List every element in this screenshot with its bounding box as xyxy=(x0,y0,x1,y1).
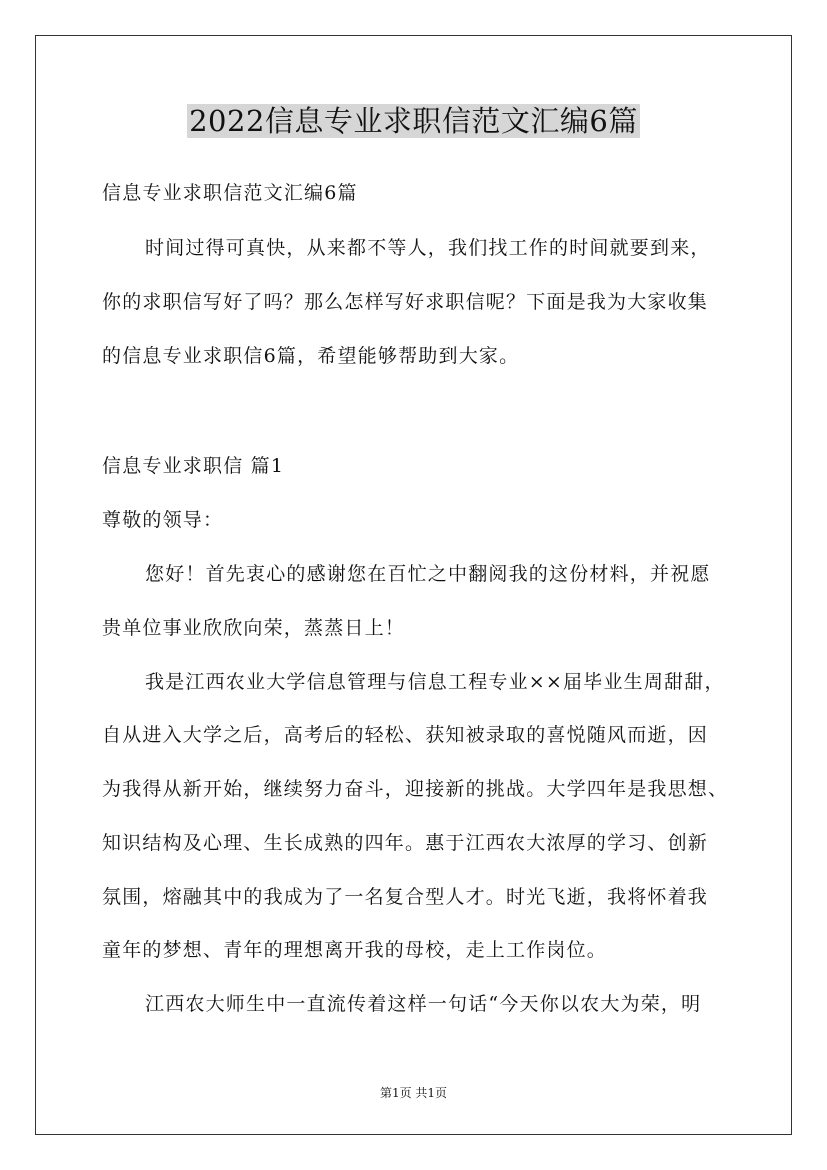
subtitle: 信息专业求职信范文汇编6篇 xyxy=(102,182,358,204)
salutation: 尊敬的领导： xyxy=(102,509,224,531)
paragraph-line: 您好！首先衷心的感谢您在百忙之中翻阅我的这份材料，并祝愿 xyxy=(145,563,711,585)
intro-line: 的信息专业求职信6篇，希望能够帮助到大家。 xyxy=(102,345,520,367)
paragraph-line: 自从进入大学之后，高考后的轻松、获知被录取的喜悦随风而逝，因 xyxy=(102,724,709,746)
section-heading: 信息专业求职信 篇1 xyxy=(102,455,285,477)
paragraph-line: 知识结构及心理、生长成熟的四年。惠于江西农大浓厚的学习、创新 xyxy=(102,832,709,854)
title-text: 2022信息专业求职信范文汇编6篇 xyxy=(189,104,638,138)
paragraph-line: 为我得从新开始，继续努力奋斗，迎接新的挑战。大学四年是我思想、 xyxy=(102,778,729,800)
paragraph-line: 贵单位事业欣欣向荣，蒸蒸日上！ xyxy=(102,617,406,639)
paragraph-line: 江西农大师生中一直流传着这样一句话“今天你以农大为荣，明 xyxy=(145,993,702,1015)
intro-line: 你的求职信写好了吗？那么怎样写好求职信呢？下面是我为大家收集 xyxy=(102,291,709,313)
page-footer: 第1页 共1页 xyxy=(379,1086,448,1100)
document-title xyxy=(0,100,827,142)
paragraph-line: 我是江西农业大学信息管理与信息工程专业××届毕业生周甜甜， xyxy=(145,671,725,693)
intro-line: 时间过得可真快，从来都不等人，我们找工作的时间就要到来， xyxy=(145,237,711,259)
paragraph-line: 童年的梦想、青年的理想离开我的母校，走上工作岗位。 xyxy=(102,939,608,961)
paragraph-line: 氛围，熔融其中的我成为了一名复合型人才。时光飞逝，我将怀着我 xyxy=(102,886,709,908)
